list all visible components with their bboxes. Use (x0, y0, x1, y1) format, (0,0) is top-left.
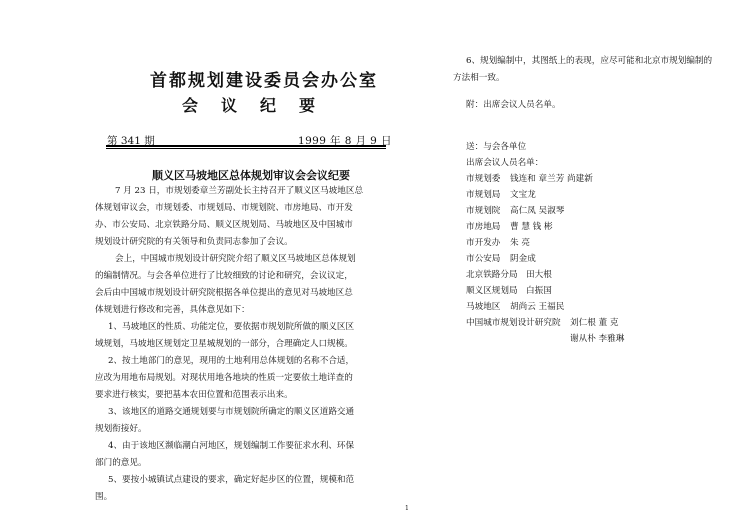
attendee-names: 钱连和 章兰芳 尚建新 (510, 174, 593, 184)
paragraph-line: 2、按土地部门的意见，现用的土地利用总体规划的名称不合适， (108, 356, 355, 366)
paragraph-line: 会后由中国城市规划设计研究院根据各单位提出的意见对马坡地区总 (95, 288, 353, 298)
attendees-title: 出席会议人员名单： (466, 158, 544, 168)
attendee-unit: 马坡地区 (466, 302, 501, 312)
paragraph-line: 7 月 23 日，市规划委章兰芳副处长主持召开了顺义区马坡地区总 (115, 186, 364, 196)
attendee-names: 文宝龙 (510, 190, 536, 200)
attendee-unit: 市房地局 (466, 222, 501, 232)
article-title: 顺义区马坡地区总体规划审议会会议纪要 (152, 169, 350, 182)
attendee-names: 刘仁根 董 克 (570, 318, 619, 328)
attendee-unit: 市规划局 (466, 190, 501, 200)
attendee-names: 朱 亮 (510, 238, 530, 248)
attendee-names: 谢从朴 李雅琳 (570, 334, 625, 344)
attendee-names: 胡尚云 王福民 (510, 302, 565, 312)
attachment-note: 附：出席会议人员名单。 (466, 100, 561, 110)
paragraph-line: 应改为用地布局规划。对现状用地各地块的性质一定要依土地详查的 (95, 373, 353, 383)
item-six-line: 6、规划编制中，其图纸上的表现，应尽可能和北京市规划编制的 (466, 56, 713, 66)
attendee-unit: 市规划委 (466, 174, 501, 184)
paragraph-line: 围。 (95, 492, 113, 502)
paragraph-line: 1、马坡地区的性质、功能定位，要依据市规划院所做的顺义区区 (108, 322, 355, 332)
paragraph-line: 部门的意见。 (95, 458, 147, 468)
document-type: 会议纪要 (182, 96, 339, 115)
attendee-unit: 市开发办 (466, 238, 501, 248)
paragraph-line: 会上，中国城市规划设计研究院介绍了顺义区马坡地区总体规划 (115, 254, 356, 264)
issue-number: 第 341 期 (107, 135, 155, 147)
attendee-unit: 市规划院 (466, 206, 501, 216)
attendee-names: 曹 慧 钱 彬 (510, 222, 553, 232)
attendee-names: 田大根 (526, 270, 552, 280)
paragraph-line: 域规划，马坡地区规划定卫星城规划的一部分，合理确定人口规模。 (95, 339, 353, 349)
attendee-unit: 市公安局 (466, 254, 501, 264)
paragraph-line: 规划衔接好。 (95, 424, 147, 434)
paragraph-line: 体规划进行修改和完善，具体意见如下： (95, 305, 250, 315)
attendee-names: 阴金成 (510, 254, 536, 264)
header-rule-thin (106, 148, 386, 149)
paragraph-line: 办、市公安局、北京铁路分局、顺义区规划局、马坡地区及中国城市 (95, 220, 353, 230)
paragraph-line: 4、由于该地区濒临潮白河地区，规划编制工作要征求水利、环保 (108, 441, 355, 451)
attendee-unit: 中国城市规划设计研究院 (466, 318, 561, 328)
attendee-names: 高仁凤 吴淑琴 (510, 206, 565, 216)
attendee-unit: 北京铁路分局 (466, 270, 518, 280)
paragraph-line: 的编制情况。与会各单位进行了比较细致的讨论和研究，会议议定， (95, 271, 353, 281)
item-six-line: 方法相一致。 (453, 73, 505, 83)
page-number: 1 (405, 505, 409, 512)
attendee-names: 白振国 (526, 286, 552, 296)
attendee-unit: 顺义区规划局 (466, 286, 518, 296)
paragraph-line: 要求进行核实，要把基本农田位置和范围表示出来。 (95, 390, 293, 400)
paragraph-line: 3、该地区的道路交通规划要与市规划院所确定的顺义区道路交通 (108, 407, 355, 417)
paragraph-line: 体规划审议会，市规划委、市规划局、市规划院、市房地局、市开发 (95, 203, 353, 213)
paragraph-line: 5、要按小城镇试点建设的要求，确定好起步区的位置，规模和范 (108, 475, 355, 485)
distribution-line: 送：与会各单位 (466, 142, 527, 152)
issue-date: 1999 年 8 月 9 日 (298, 135, 392, 147)
organization-name: 首都规划建设委员会办公室 (150, 71, 378, 91)
header-rule (106, 145, 386, 147)
paragraph-line: 规划设计研究院的有关领导和负责同志参加了会议。 (95, 237, 293, 247)
